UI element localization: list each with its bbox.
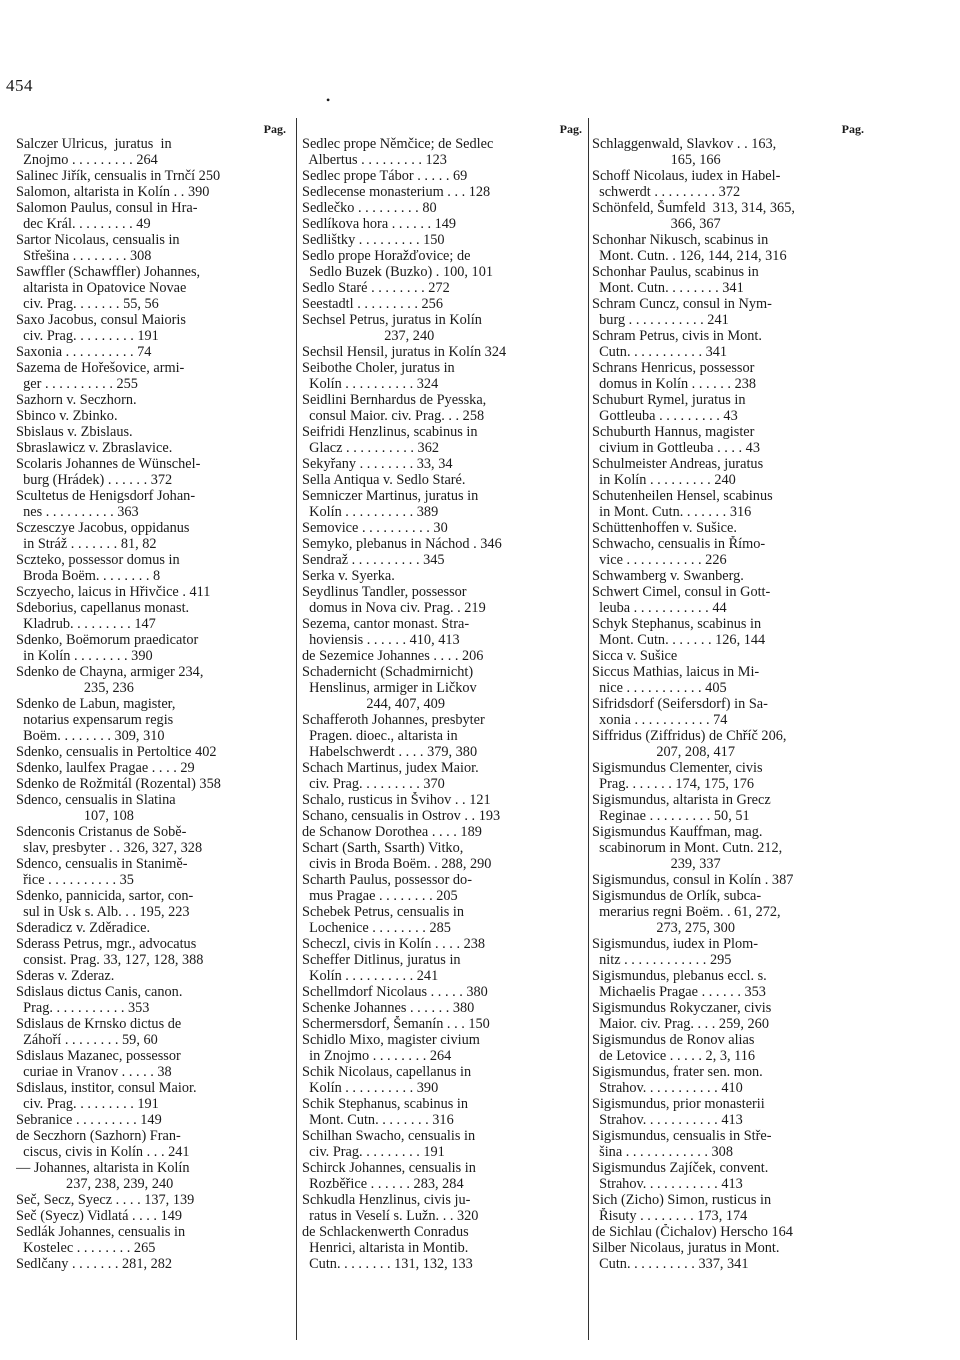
index-entry-line: in Kolín . . . . . . . . 390 [16, 648, 153, 664]
index-entry-line: de Seczhorn (Sazhorn) Fran- [16, 1128, 181, 1144]
index-entry-line: Schwacho, censualis in Římo- [592, 536, 766, 552]
index-entry-line: Sigismundus Rokyczaner, civis [592, 1000, 772, 1016]
index-entry-line: Sdislaus de Krnsko dictus de [16, 1016, 182, 1032]
index-entry-line: Sigismundus de Ronov alias [592, 1032, 755, 1048]
index-entry-line: Sdenko de Chayna, armiger 234, [16, 664, 204, 680]
index-entry-line: burg (Hrádek) . . . . . . 372 [16, 472, 173, 488]
index-entry-line: Schafferoth Johannes, presbyter [302, 712, 485, 728]
index-entry-line: Mont. Cutn. . 126, 144, 214, 316 [592, 248, 787, 264]
index-entry-line: Kostelec . . . . . . . . 265 [16, 1240, 156, 1256]
index-entry-line: civ. Prag. . . . . . . 55, 56 [16, 296, 159, 312]
index-entry-line: Scharth Paulus, possessor do- [302, 872, 472, 888]
index-entry-line: Henrici, altarista in Montib. [302, 1240, 469, 1256]
index-entry-line: Scheffer Ditlinus, juratus in [302, 952, 461, 968]
index-entry-line: Siccus Mathias, laicus in Mi- [592, 664, 760, 680]
index-entry-line: 165, 166 [592, 152, 721, 168]
index-entry-line: Sedlíkova hora . . . . . . 149 [302, 216, 457, 232]
index-entry-line: Semniczer Martinus, juratus in [302, 488, 479, 504]
index-entry-line: de Sichlau (Čichalov) Herscho 164 [592, 1224, 793, 1240]
index-entry-line: Sendraž . . . . . . . . . . 345 [302, 552, 445, 568]
index-entry-line: Seč, Secz, Syecz . . . . 137, 139 [16, 1192, 195, 1208]
index-entry-line: 237, 240 [302, 328, 435, 344]
index-entry-line: Sdenko, laulfex Pragae . . . . 29 [16, 760, 195, 776]
column-page-header: Pag. [559, 122, 582, 136]
index-entry-line: Strahov. . . . . . . . . . . 413 [592, 1176, 743, 1192]
index-entry-line: Schonhar Nikusch, scabinus in [592, 232, 769, 248]
index-entry-line: Prag. . . . . . . 174, 175, 176 [592, 776, 755, 792]
index-entry-line: Pragen. dioec., altarista in [302, 728, 458, 744]
index-entry-line: consul Maior. civ. Prag. . . 258 [302, 408, 485, 424]
index-entry-line: nes . . . . . . . . . . 363 [16, 504, 139, 520]
index-entry-line: Kolín . . . . . . . . . . 241 [302, 968, 439, 984]
index-entry-line: Sechsil Hensil, juratus in Kolín 324 [302, 344, 507, 360]
index-entry-line: Mont. Cutn. . . . . . . . 341 [592, 280, 744, 296]
index-entry-line: Schalo, rusticus in Švihov . . 121 [302, 792, 491, 808]
index-entry-line: Reginae . . . . . . . . . 50, 51 [592, 808, 750, 824]
index-entry-line: Lochenice . . . . . . . . 285 [302, 920, 451, 936]
index-entry-line: nice . . . . . . . . . . . 405 [592, 680, 727, 696]
index-entry-line: vice . . . . . . . . . . . 226 [592, 552, 727, 568]
index-entry-line: Schutenheilen Hensel, scabinus [592, 488, 773, 504]
index-entry-line: civium in Gottleuba . . . . 43 [592, 440, 760, 456]
index-entry-line: Seestadtl . . . . . . . . . 256 [302, 296, 443, 312]
index-entry-line: Scolaris Johannes de Wünschel- [16, 456, 201, 472]
index-entry-line: 244, 407, 409 [302, 696, 445, 712]
index-entry-line: Schrans Henricus, possessor [592, 360, 755, 376]
index-entry-line: Semovice . . . . . . . . . . 30 [302, 520, 448, 536]
index-entry-line: Salinec Jiřík, censualis in Trnčí 250 [16, 168, 221, 184]
index-entry-line: Sebranice . . . . . . . . . 149 [16, 1112, 162, 1128]
index-entry-line: Cutn. . . . . . . . . . 337, 341 [592, 1256, 749, 1272]
index-entry-line: Sedlák Johannes, censualis in [16, 1224, 186, 1240]
index-entry-line: Salczer Ulricus, juratus in [16, 136, 172, 152]
index-entry-line: Boëm. . . . . . . . 309, 310 [16, 728, 165, 744]
index-entry-line: domus in Nova civ. Prag. . 219 [302, 600, 486, 616]
index-entry-line: Maior. civ. Prag. . . . 259, 260 [592, 1016, 769, 1032]
index-entry-line: Cutn. . . . . . . . . . . 341 [592, 344, 728, 360]
index-entry-line: hoviensis . . . . . . 410, 413 [302, 632, 460, 648]
index-entry-line: Saxo Jacobus, consul Maioris [16, 312, 186, 328]
index-entry-line: Sigismundus, prior monasterii [592, 1096, 765, 1112]
index-entry-line: Strahov. . . . . . . . . . . 410 [592, 1080, 743, 1096]
index-entry-line: Schik Stephanus, scabinus in [302, 1096, 468, 1112]
index-entry-line: Sicca v. Sušice [592, 648, 678, 664]
index-entry-line: — Johannes, altarista in Kolín [16, 1160, 190, 1176]
column-page-header: Pag. [263, 122, 286, 136]
index-entry-line: Sedlo Buzek (Buzko) . 100, 101 [302, 264, 493, 280]
index-entry-line: Schilhan Swacho, censualis in [302, 1128, 476, 1144]
index-entry-line: burg . . . . . . . . . . . 241 [592, 312, 729, 328]
index-entry-line: in Stráž . . . . . . . 81, 82 [16, 536, 157, 552]
column-divider [588, 118, 589, 1340]
column-divider [296, 118, 297, 1340]
index-entry-line: xonia . . . . . . . . . . . 74 [592, 712, 728, 728]
index-entry-line: Scultetus de Henigsdorf Johan- [16, 488, 196, 504]
index-entry-line: Sedlčany . . . . . . . 281, 282 [16, 1256, 173, 1272]
index-entry-line: Sazhorn v. Seczhorn. [16, 392, 137, 408]
index-entry-line: Sazema de Hořešovice, armi- [16, 360, 185, 376]
index-entry-line: Schuburt Rymel, juratus in [592, 392, 746, 408]
index-entry-line: Schlaggenwald, Slavkov . . 163, [592, 136, 777, 152]
index-entry-line: nitz . . . . . . . . . . . . 295 [592, 952, 732, 968]
index-entry-line: Glacz . . . . . . . . . . 362 [302, 440, 439, 456]
index-entry-line: mus Pragae . . . . . . . . 205 [302, 888, 458, 904]
index-entry-line: Sigismundus, altarista in Grecz [592, 792, 771, 808]
index-entry-line: Sigismundus, consul in Kolín . 387 [592, 872, 794, 888]
index-entry-line: domus in Kolín . . . . . . 238 [592, 376, 757, 392]
index-entry-line: Sella Antiqua v. Sedlo Staré. [302, 472, 466, 488]
index-entry-line: Saxonia . . . . . . . . . . 74 [16, 344, 152, 360]
index-entry-line: 207, 208, 417 [592, 744, 735, 760]
index-entry-line: Sbraslawicz v. Zbraslavice. [16, 440, 173, 456]
index-entry-line: leuba . . . . . . . . . . . 44 [592, 600, 727, 616]
index-entry-line: Rozběřice . . . . . . 283, 284 [302, 1176, 464, 1192]
index-entry-line: Schart (Sarth, Ssarth) Vitko, [302, 840, 464, 856]
index-entry-line: Prag. . . . . . . . . . . 353 [16, 1000, 150, 1016]
page-number: 454 [6, 76, 33, 95]
index-entry-line: Schoff Nicolaus, iudex in Habel- [592, 168, 781, 184]
index-entry-line: 366, 367 [592, 216, 721, 232]
index-entry-line: Schenke Johannes . . . . . . 380 [302, 1000, 475, 1016]
index-entry-line: Schano, censualis in Ostrov . . 193 [302, 808, 501, 824]
index-entry-line: Siffridus (Ziffridus) de Chříč 206, [592, 728, 787, 744]
index-entry-line: Seibothe Choler, juratus in [302, 360, 455, 376]
index-entry-line: civis in Broda Boëm. . 288, 290 [302, 856, 492, 872]
index-entry-line: Sawffler (Schawffler) Johannes, [16, 264, 201, 280]
index-entry-line: Strahov. . . . . . . . . . . 413 [592, 1112, 743, 1128]
index-entry-line: ciscus, civis in Kolín . . . 241 [16, 1144, 190, 1160]
index-entry-line: dec Král. . . . . . . . . 49 [16, 216, 151, 232]
index-entry-line: altarista in Opatovice Novae [16, 280, 187, 296]
index-entry-line: Michaelis Pragae . . . . . . 353 [592, 984, 766, 1000]
index-entry-line: Schyk Stephanus, scabinus in [592, 616, 762, 632]
index-entry-line: Sdislaus Mazanec, possessor [16, 1048, 181, 1064]
index-entry-line: Střešina . . . . . . . . 308 [16, 248, 152, 264]
index-entry-line: Sigismundus, iudex in Plom- [592, 936, 759, 952]
index-entry-line: slav, presbyter . . 326, 327, 328 [16, 840, 203, 856]
index-entry-line: in Kolín . . . . . . . . . 240 [592, 472, 736, 488]
index-entry-line: Mont. Cutn. . . . . . . . 316 [302, 1112, 454, 1128]
index-entry-line: Schach Martinus, judex Maior. [302, 760, 479, 776]
index-entry-line: Schwamberg v. Swanberg. [592, 568, 744, 584]
index-entry-line: Sczteko, possessor domus in [16, 552, 180, 568]
index-entry-line: ratus in Veselí s. Lužn. . . 320 [302, 1208, 479, 1224]
index-entry-line: Schebek Petrus, censualis in [302, 904, 464, 920]
index-entry-line: Sedlištky . . . . . . . . . 150 [302, 232, 445, 248]
index-entry-line: Kolín . . . . . . . . . . 390 [302, 1080, 439, 1096]
index-entry-line: Schuburth Hannus, magister [592, 424, 755, 440]
index-entry-line: de Sezemice Johannes . . . . 206 [302, 648, 484, 664]
index-entry-line: Sderas v. Zderaz. [16, 968, 115, 984]
index-entry-line: Schüttenhoffen v. Sušice. [592, 520, 737, 536]
index-entry-line: sul in Usk s. Alb. . . 195, 223 [16, 904, 190, 920]
index-entry-line: Sderass Petrus, mgr., advocatus [16, 936, 197, 952]
index-entry-line: Sedlo Staré . . . . . . . . 272 [302, 280, 450, 296]
index-entry-line: civ. Prag. . . . . . . . . 191 [302, 1144, 445, 1160]
index-entry-line: Záhoří . . . . . . . . 59, 60 [16, 1032, 158, 1048]
index-column-1 [16, 122, 288, 1344]
index-column-2 [302, 122, 584, 1344]
index-entry-line: Schirck Johannes, censualis in [302, 1160, 476, 1176]
index-entry-line: 239, 337 [592, 856, 721, 872]
index-entry-line: 107, 108 [16, 808, 134, 824]
index-entry-line: Sedlecense monasterium . . . 128 [302, 184, 491, 200]
index-entry-line: Sderadicz v. Zděradice. [16, 920, 151, 936]
index-entry-line: Sdenko de Labun, magister, [16, 696, 176, 712]
index-entry-line: Sczesczye Jacobus, oppidanus [16, 520, 190, 536]
index-entry-line: de Schlackenwerth Conradus [302, 1224, 469, 1240]
index-entry-line: Sekyřany . . . . . . . . 33, 34 [302, 456, 453, 472]
index-entry-line: Seydlinus Tandler, possessor [302, 584, 467, 600]
index-entry-line: Cutn. . . . . . . . 131, 132, 133 [302, 1256, 473, 1272]
index-entry-line: merarius regni Boëm. . 61, 272, [592, 904, 781, 920]
index-entry-line: in Znojmo . . . . . . . . 264 [302, 1048, 452, 1064]
index-entry-line: Schkudla Henzlinus, civis ju- [302, 1192, 471, 1208]
index-entry-line: in Mont. Cutn. . . . . . . 316 [592, 504, 752, 520]
index-entry-line: scabinorum in Mont. Cutn. 212, [592, 840, 783, 856]
index-entry-line: Sechsel Petrus, juratus in Kolín [302, 312, 482, 328]
index-entry-line: Scheczl, civis in Kolín . . . . 238 [302, 936, 486, 952]
index-entry-line: Sigismundus, plebanus eccl. s. [592, 968, 767, 984]
index-entry-line: Schermersdorf, Šemanín . . . 150 [302, 1016, 490, 1032]
index-entry-line: ger . . . . . . . . . . 255 [16, 376, 138, 392]
index-entry-line: Semyko, plebanus in Náchod . 346 [302, 536, 502, 552]
index-entry-line: Seidlini Bernhardus de Pyesska, [302, 392, 487, 408]
index-entry-line: Sigismundus Kauffman, mag. [592, 824, 763, 840]
index-entry-line: Sedlo prope Horažďovice; de [302, 248, 471, 264]
index-entry-line: Sdeborius, capellanus monast. [16, 600, 190, 616]
index-entry-line: Mont. Cutn. . . . . . . 126, 144 [592, 632, 766, 648]
index-entry-line: civ. Prag. . . . . . . . . 191 [16, 1096, 159, 1112]
index-entry-line: Znojmo . . . . . . . . . 264 [16, 152, 158, 168]
index-entry-line: Sifridsdorf (Seifersdorf) in Sa- [592, 696, 768, 712]
index-entry-line: Sdenconis Cristanus de Sobě- [16, 824, 187, 840]
index-entry-line: Schulmeister Andreas, juratus [592, 456, 764, 472]
index-entry-line: Broda Boëm. . . . . . . . 8 [16, 568, 161, 584]
index-entry-line: Sdenko, censualis in Pertoltice 402 [16, 744, 217, 760]
index-entry-line: civ. Prag. . . . . . . . . 370 [302, 776, 445, 792]
index-entry-line: Sdenko, pannicida, sartor, con- [16, 888, 194, 904]
index-entry-line: Schönfeld, Šumfeld 313, 314, 365, [592, 200, 795, 216]
index-entry-line: Sdenco, censualis in Stanimě- [16, 856, 188, 872]
index-entry-line: Sigismundus Clementer, civis [592, 760, 763, 776]
index-entry-line: 235, 236 [16, 680, 134, 696]
index-entry-line: řice . . . . . . . . . . 35 [16, 872, 134, 888]
index-entry-line: Kolín . . . . . . . . . . 389 [302, 504, 439, 520]
index-entry-line: civ. Prag. . . . . . . . . 191 [16, 328, 159, 344]
index-entry-line: Sdislaus dictus Canis, canon. [16, 984, 183, 1000]
index-entry-line: Sdislaus, institor, consul Maior. [16, 1080, 197, 1096]
index-entry-line: Sedlečko . . . . . . . . . 80 [302, 200, 437, 216]
index-entry-line: Sedlec prope Tábor . . . . . 69 [302, 168, 468, 184]
index-entry-line: 237, 238, 239, 240 [16, 1176, 174, 1192]
index-entry-line: Schadernicht (Schadmirnicht) [302, 664, 474, 680]
index-entry-line: Albertus . . . . . . . . . 123 [302, 152, 447, 168]
index-entry-line: Habelschwerdt . . . . 379, 380 [302, 744, 478, 760]
index-entry-line: notarius expensarum regis [16, 712, 174, 728]
index-entry-line: Sigismundus, frater sen. mon. [592, 1064, 763, 1080]
index-entry-line: Silber Nicolaus, juratus in Mont. [592, 1240, 780, 1256]
index-entry-line: Schwert Cimel, consul in Gott- [592, 584, 771, 600]
index-entry-line: Sbinco v. Zbinko. [16, 408, 118, 424]
index-entry-line: Sigismundus Zajíček, convent. [592, 1160, 769, 1176]
index-entry-line: de Letovice . . . . . 2, 3, 116 [592, 1048, 756, 1064]
index-entry-line: schwerdt . . . . . . . . . 372 [592, 184, 741, 200]
index-entry-line: Seč (Syecz) Vidlatá . . . . 149 [16, 1208, 183, 1224]
index-entry-line: Kolín . . . . . . . . . . 324 [302, 376, 439, 392]
index-entry-line: Seifridi Henzlinus, scabinus in [302, 424, 478, 440]
index-entry-line: Schidlo Mixo, magister civium [302, 1032, 480, 1048]
ink-dot-mark: • [326, 93, 331, 107]
index-entry-line: Schonhar Paulus, scabinus in [592, 264, 759, 280]
index-entry-line: Salomon, altarista in Kolín . . 390 [16, 184, 210, 200]
index-entry-line: Sigismundus de Orlík, subca- [592, 888, 762, 904]
index-column-3 [592, 122, 866, 1344]
index-entry-line: Salomon Paulus, consul in Hra- [16, 200, 198, 216]
index-entry-line: šina . . . . . . . . . . . . 308 [592, 1144, 733, 1160]
index-entry-line: Řisuty . . . . . . . . 173, 174 [592, 1208, 748, 1224]
index-entry-line: Sezema, cantor monast. Stra- [302, 616, 470, 632]
index-entry-line: Sdenko, Boëmorum praedicator [16, 632, 199, 648]
index-entry-line: Serka v. Syerka. [302, 568, 395, 584]
index-entry-line: Sartor Nicolaus, censualis in [16, 232, 180, 248]
index-entry-line: Sdenco, censualis in Slatina [16, 792, 176, 808]
index-entry-line: Sdenko de Rožmitál (Rozental) 358 [16, 776, 221, 792]
index-entry-line: Schellmdorf Nicolaus . . . . . 380 [302, 984, 488, 1000]
index-entry-line: Schram Petrus, civis in Mont. [592, 328, 762, 344]
index-entry-line: Sbislaus v. Zbislaus. [16, 424, 133, 440]
index-entry-line: Kladrub. . . . . . . . . 147 [16, 616, 156, 632]
index-entry-line: Gottleuba . . . . . . . . . 43 [592, 408, 738, 424]
index-entry-line: consist. Prag. 33, 127, 128, 388 [16, 952, 204, 968]
index-entry-line: curiae in Vranov . . . . . 38 [16, 1064, 172, 1080]
index-entry-line: de Schanow Dorothea . . . . 189 [302, 824, 482, 840]
index-entry-line: Sich (Zicho) Simon, rusticus in [592, 1192, 772, 1208]
index-entry-line: Sigismundus, censualis in Stře- [592, 1128, 772, 1144]
index-entry-line: Sczyecho, laicus in Hřivčice . 411 [16, 584, 211, 600]
index-entry-line: Schram Cuncz, consul in Nym- [592, 296, 772, 312]
index-entry-line: Sedlec prope Němčice; de Sedlec [302, 136, 494, 152]
column-page-header: Pag. [841, 122, 864, 136]
index-entry-line: 273, 275, 300 [592, 920, 735, 936]
index-entry-line: Schik Nicolaus, capellanus in [302, 1064, 472, 1080]
index-entry-line: Henslinus, armiger in Ličkov [302, 680, 477, 696]
